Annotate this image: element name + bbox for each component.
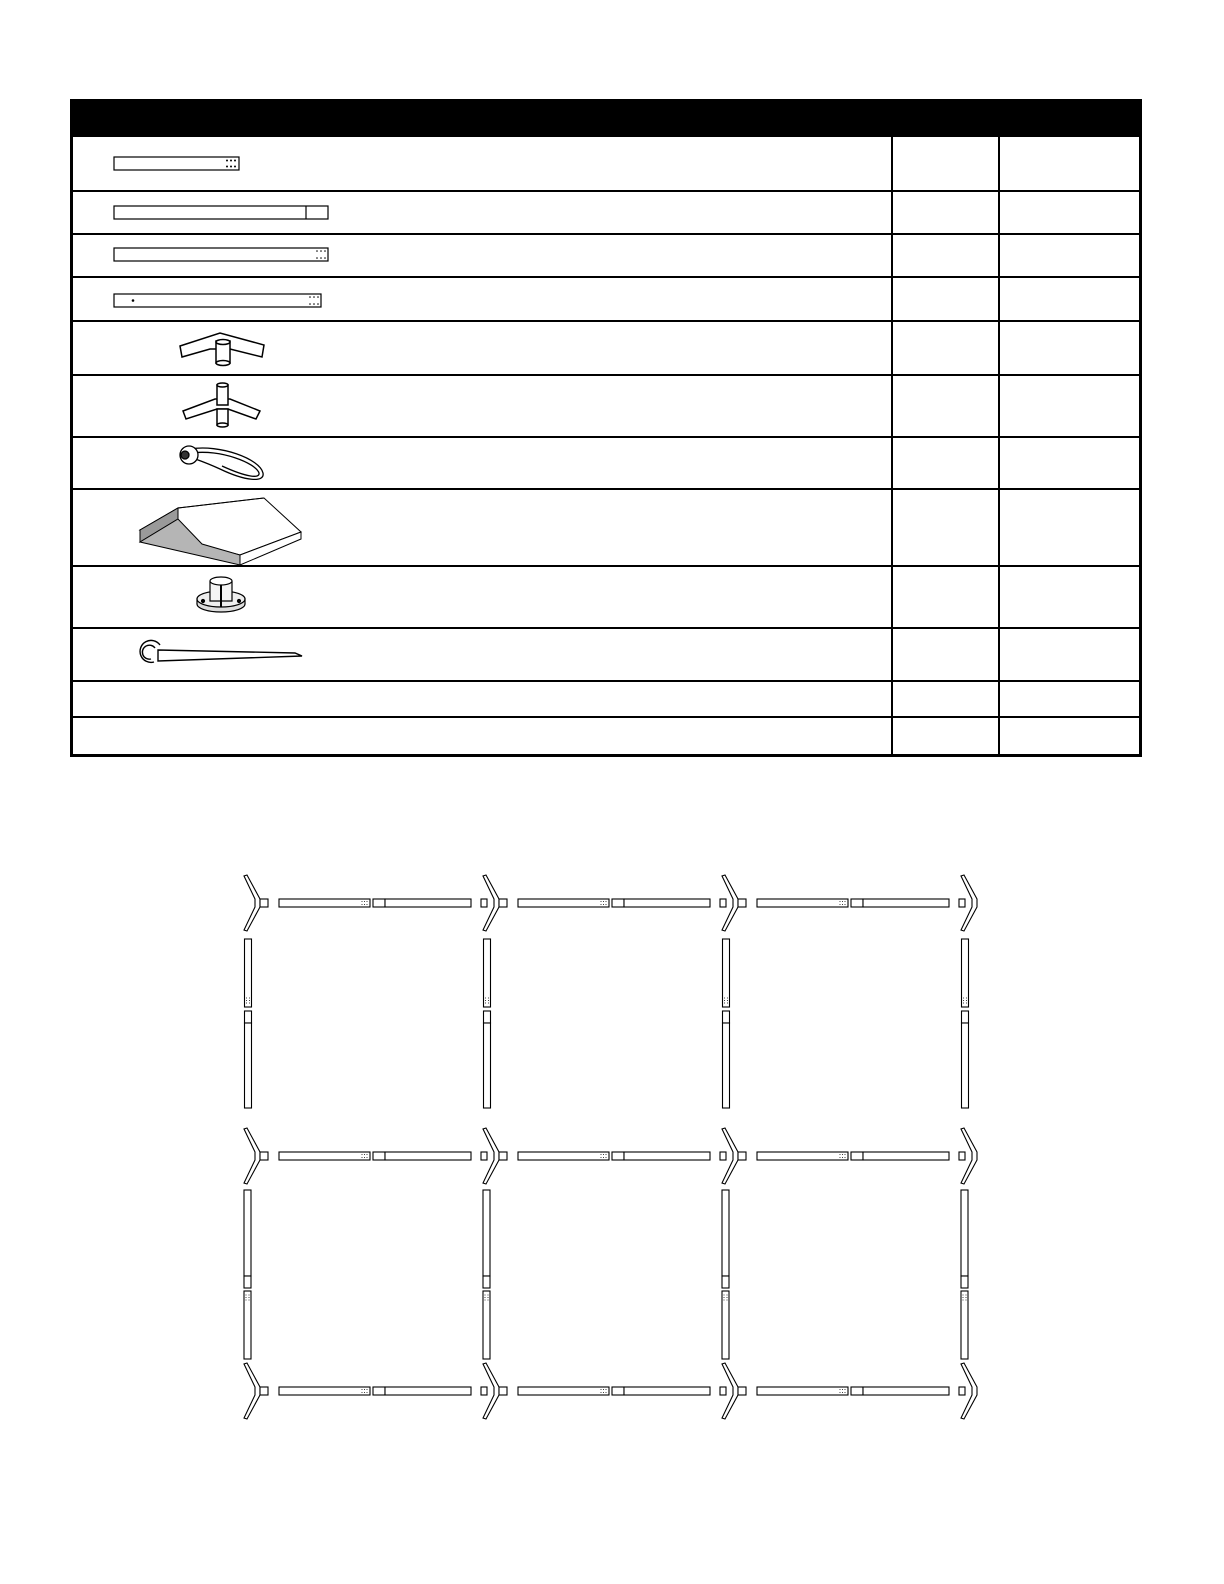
frame-vertical-poles — [245, 939, 252, 1108]
frame-layout-svg — [0, 850, 1224, 1450]
frame-vertical-poles — [962, 939, 969, 1108]
long-pole-with-pin-icon — [114, 294, 321, 307]
short-pole-with-holes-icon — [114, 157, 239, 170]
frame-connector-icon — [481, 1363, 507, 1419]
t-connector-icon — [180, 333, 264, 366]
foot-plate-icon — [197, 577, 245, 612]
ground-stake-icon — [140, 640, 302, 662]
frame-connector-icon — [720, 1128, 746, 1184]
frame-vertical-poles — [722, 1190, 729, 1359]
frame-vertical-poles — [723, 939, 730, 1108]
frame-connector-icon — [244, 1128, 268, 1184]
frame-horizontal-poles — [757, 1152, 949, 1160]
frame-connector-icon — [959, 875, 977, 931]
parts-table-grid — [70, 99, 1142, 757]
long-pole-with-sleeve-icon — [114, 206, 328, 219]
canopy-cover-icon — [140, 498, 301, 565]
frame-vertical-poles — [484, 939, 491, 1108]
frame-horizontal-poles — [518, 899, 710, 907]
frame-connector-icon — [959, 1128, 977, 1184]
frame-vertical-poles — [483, 1190, 490, 1359]
frame-vertical-poles — [961, 1190, 968, 1359]
frame-horizontal-poles — [279, 1152, 471, 1160]
frame-connector-icon — [481, 875, 507, 931]
frame-horizontal-poles — [279, 899, 471, 907]
frame-connector-icon — [244, 1363, 268, 1419]
frame-vertical-poles — [244, 1190, 251, 1359]
frame-horizontal-poles — [757, 1387, 949, 1395]
ball-bungee-icon — [180, 446, 263, 479]
frame-layout-diagram-icon — [0, 850, 1224, 1450]
frame-connector-icon — [244, 875, 268, 931]
row-dividers — [70, 191, 1142, 717]
table-header — [70, 99, 1142, 137]
frame-connector-icon — [959, 1363, 977, 1419]
parts-table — [70, 99, 1142, 757]
three-way-connector-icon — [183, 383, 260, 427]
frame-horizontal-poles — [757, 899, 949, 907]
frame-horizontal-poles — [518, 1387, 710, 1395]
frame-horizontal-poles — [279, 1387, 471, 1395]
frame-connector-icon — [720, 1363, 746, 1419]
long-pole-with-holes-icon — [114, 248, 328, 261]
frame-horizontal-poles — [518, 1152, 710, 1160]
frame-connector-icon — [720, 875, 746, 931]
frame-connector-icon — [481, 1128, 507, 1184]
